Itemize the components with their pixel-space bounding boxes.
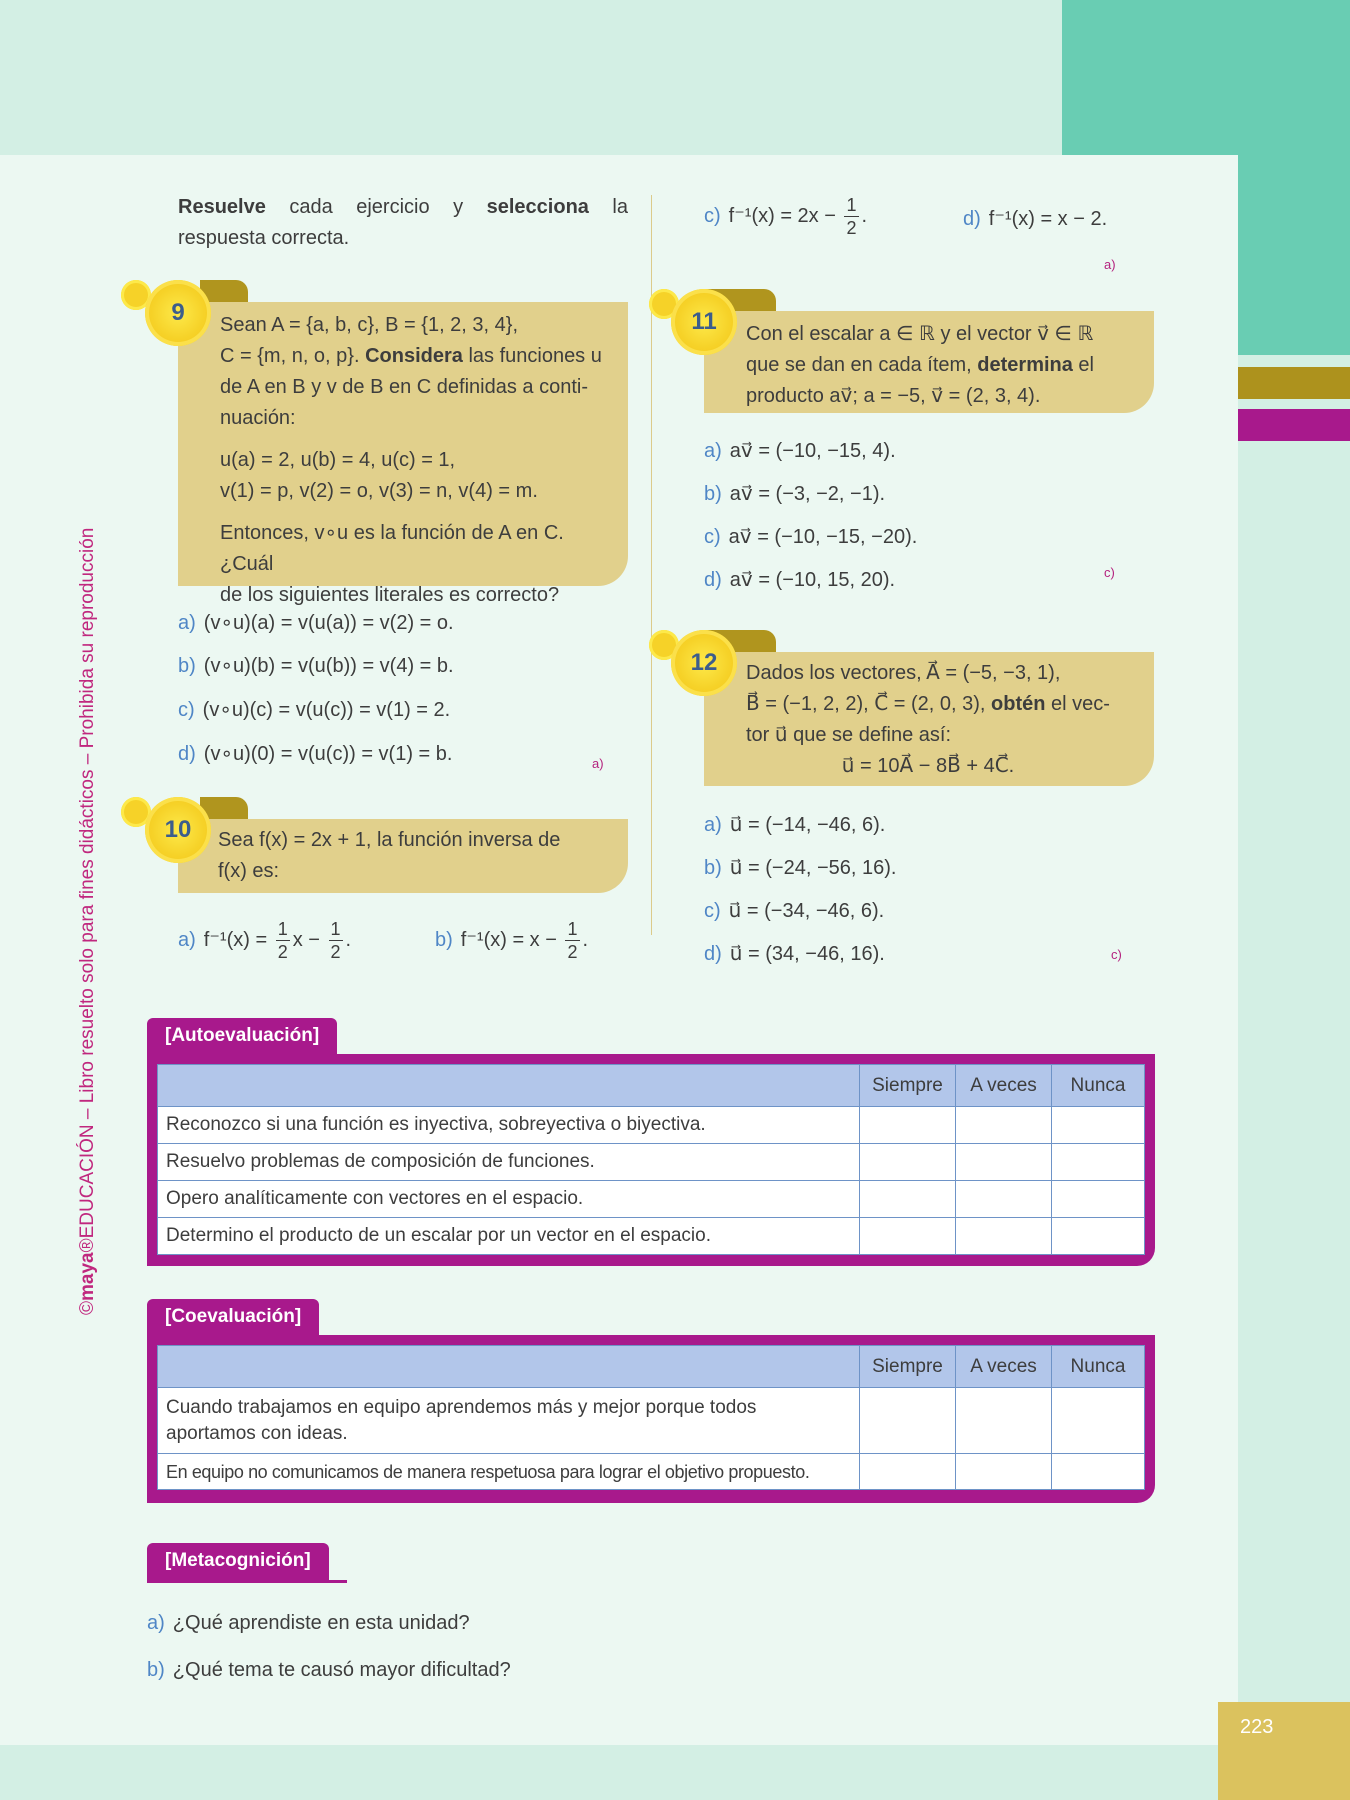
q10-answer-key: a) — [1104, 257, 1116, 272]
q11-answer-key: c) — [1104, 565, 1115, 580]
q11-box: Con el escalar a ∈ ℝ y el vector v⃗ ∈ ℝ que se dan en cada ítem, determina el producto av⃗; a = −5, v⃗ = (2, 3, 4). — [704, 311, 1154, 413]
checkbox-cell[interactable] — [1052, 1107, 1145, 1144]
q9-option-b[interactable]: b) (v∘u)(b) = v(u(b)) = v(4) = b. — [178, 655, 454, 677]
fraction: $\frac{1}{2}$ — [567, 919, 578, 962]
q9-answer-key: a) — [592, 756, 604, 771]
gold-edge-band — [1238, 367, 1350, 399]
fraction: $\frac{1}{2}$ — [846, 195, 857, 238]
q9-box: Sean A = {a, b, c}, B = {1, 2, 3, 4}, C = {m, n, o, p}. Considera las funciones u de A en B y v de B en C definidas a conti- nuación: u(a) = 2, u(b) = 4, u(c) = 1, v(1) = p, v(2) = o, v(3) = n, v(4) = m. Entonces, v∘u es la función de A en C. ¿Cuál de los siguientes literales es correcto? — [178, 302, 628, 586]
autoevaluacion-title: [Autoevaluación] — [147, 1018, 337, 1056]
page-number: 223 — [1218, 1702, 1350, 1800]
q11-number-badge: 11 — [671, 289, 737, 355]
q10-option-d[interactable]: d) f⁻¹(x) = x − 2. — [963, 208, 1108, 230]
checkbox-cell[interactable] — [956, 1181, 1052, 1218]
coevaluacion-table-frame — [147, 1335, 1155, 1503]
table-row: Cuando trabajamos en equipo aprendemos más y mejor porque todos aportamos con ideas. — [158, 1388, 1145, 1454]
checkbox-cell[interactable] — [860, 1107, 956, 1144]
metacognicion-underline — [147, 1580, 347, 1583]
q10-option-a[interactable]: a) f⁻¹(x) = $\frac{1}{2}$ x − $\frac{1}{2}$ . — [178, 919, 352, 962]
checkbox-cell[interactable] — [1052, 1181, 1145, 1218]
checkbox-cell[interactable] — [860, 1181, 956, 1218]
fraction: $\frac{1}{2}$ — [277, 919, 288, 962]
q12-option-c[interactable]: c) u⃗ = (−34, −46, 6). — [704, 900, 885, 922]
q10-box: Sea f(x) = 2x + 1, la función inversa de f(x) es: — [178, 819, 628, 893]
checkbox-cell[interactable] — [956, 1107, 1052, 1144]
table-row: Opero analíticamente con vectores en el espacio. — [158, 1181, 1145, 1218]
q12-box: Dados los vectores, A⃗ = (−5, −3, 1), B⃗ = (−1, 2, 2), C⃗ = (2, 0, 3), obtén el vec- tor u⃗ que se define así: u⃗ = 10A⃗ − 8B⃗ + 4C⃗. — [704, 652, 1154, 786]
checkbox-cell[interactable] — [860, 1454, 956, 1490]
q9-option-a[interactable]: a) (v∘u)(a) = v(u(a)) = v(2) = o. — [178, 612, 454, 634]
q12-number-badge: 12 — [671, 630, 737, 696]
q12-option-d[interactable]: d) u⃗ = (34, −46, 16). — [704, 943, 885, 965]
fraction: $\frac{1}{2}$ — [330, 919, 341, 962]
q10-option-b[interactable]: b) f⁻¹(x) = x − $\frac{1}{2}$ . — [435, 919, 589, 962]
intro-instruction: Resuelve cada ejercicio y selecciona la respuesta correcta. — [178, 196, 628, 249]
checkbox-cell[interactable] — [1052, 1144, 1145, 1181]
q12-option-a[interactable]: a) u⃗ = (−14, −46, 6). — [704, 814, 886, 836]
checkbox-cell[interactable] — [1052, 1454, 1145, 1490]
coevaluacion-title: [Coevaluación] — [147, 1299, 319, 1337]
checkbox-cell[interactable] — [956, 1144, 1052, 1181]
autoevaluacion-table: Siempre A veces Nunca Reconozco si una función es inyectiva, sobreyectiva o biyectiva. Resuelvo problemas de composición de funciones. Opero analíticamente con vectores en el espacio. Determino el producto de un escalar por un vector en el espacio. — [157, 1064, 1145, 1255]
checkbox-cell[interactable] — [956, 1454, 1052, 1490]
checkbox-cell[interactable] — [860, 1388, 956, 1454]
metacognicion-question-b: b) ¿Qué tema te causó mayor dificultad? — [147, 1659, 511, 1681]
q9-number-badge: 9 — [145, 280, 211, 346]
q11-option-d[interactable]: d) av⃗ = (−10, 15, 20). — [704, 569, 896, 591]
table-row: Determino el producto de un escalar por un vector en el espacio. — [158, 1218, 1145, 1255]
table-row: En equipo no comunicamos de manera respetuosa para lograr el objetivo propuesto. — [158, 1454, 1145, 1490]
coevaluacion-table: Siempre A veces Nunca Cuando trabajamos en equipo aprendemos más y mejor porque todos aportamos con ideas. En equipo no comunicamos de manera respetuosa para lograr el objetivo propuesto. — [157, 1345, 1145, 1490]
q10-number-badge: 10 — [145, 797, 211, 863]
checkbox-cell[interactable] — [860, 1144, 956, 1181]
checkbox-cell[interactable] — [860, 1218, 956, 1255]
q9-option-c[interactable]: c) (v∘u)(c) = v(u(c)) = v(1) = 2. — [178, 699, 451, 721]
q11-option-c[interactable]: c) av⃗ = (−10, −15, −20). — [704, 526, 918, 548]
table-row: Reconozco si una función es inyectiva, sobreyectiva o biyectiva. — [158, 1107, 1145, 1144]
side-copyright-text: ©maya®EDUCACIÓN – Libro resuelto solo para fines didácticos – Prohibida su reproducción — [77, 527, 98, 1315]
q9-option-d[interactable]: d) (v∘u)(0) = v(u(c)) = v(1) = b. — [178, 743, 453, 765]
autoevaluacion-table-frame — [147, 1054, 1155, 1266]
q10-option-c[interactable]: c) f⁻¹(x) = 2x − $\frac{1}{2}$ . — [704, 195, 868, 238]
checkbox-cell[interactable] — [956, 1388, 1052, 1454]
checkbox-cell[interactable] — [1052, 1388, 1145, 1454]
table-row: Resuelvo problemas de composición de funciones. — [158, 1144, 1145, 1181]
q11-option-a[interactable]: a) av⃗ = (−10, −15, 4). — [704, 440, 896, 462]
metacognicion-question-a: a) ¿Qué aprendiste en esta unidad? — [147, 1612, 470, 1634]
q11-option-b[interactable]: b) av⃗ = (−3, −2, −1). — [704, 483, 886, 505]
metacognicion-title: [Metacognición] — [147, 1543, 329, 1581]
checkbox-cell[interactable] — [1052, 1218, 1145, 1255]
q12-option-b[interactable]: b) u⃗ = (−24, −56, 16). — [704, 857, 897, 879]
checkbox-cell[interactable] — [956, 1218, 1052, 1255]
magenta-edge-band — [1238, 409, 1350, 441]
q12-answer-key: c) — [1111, 947, 1122, 962]
